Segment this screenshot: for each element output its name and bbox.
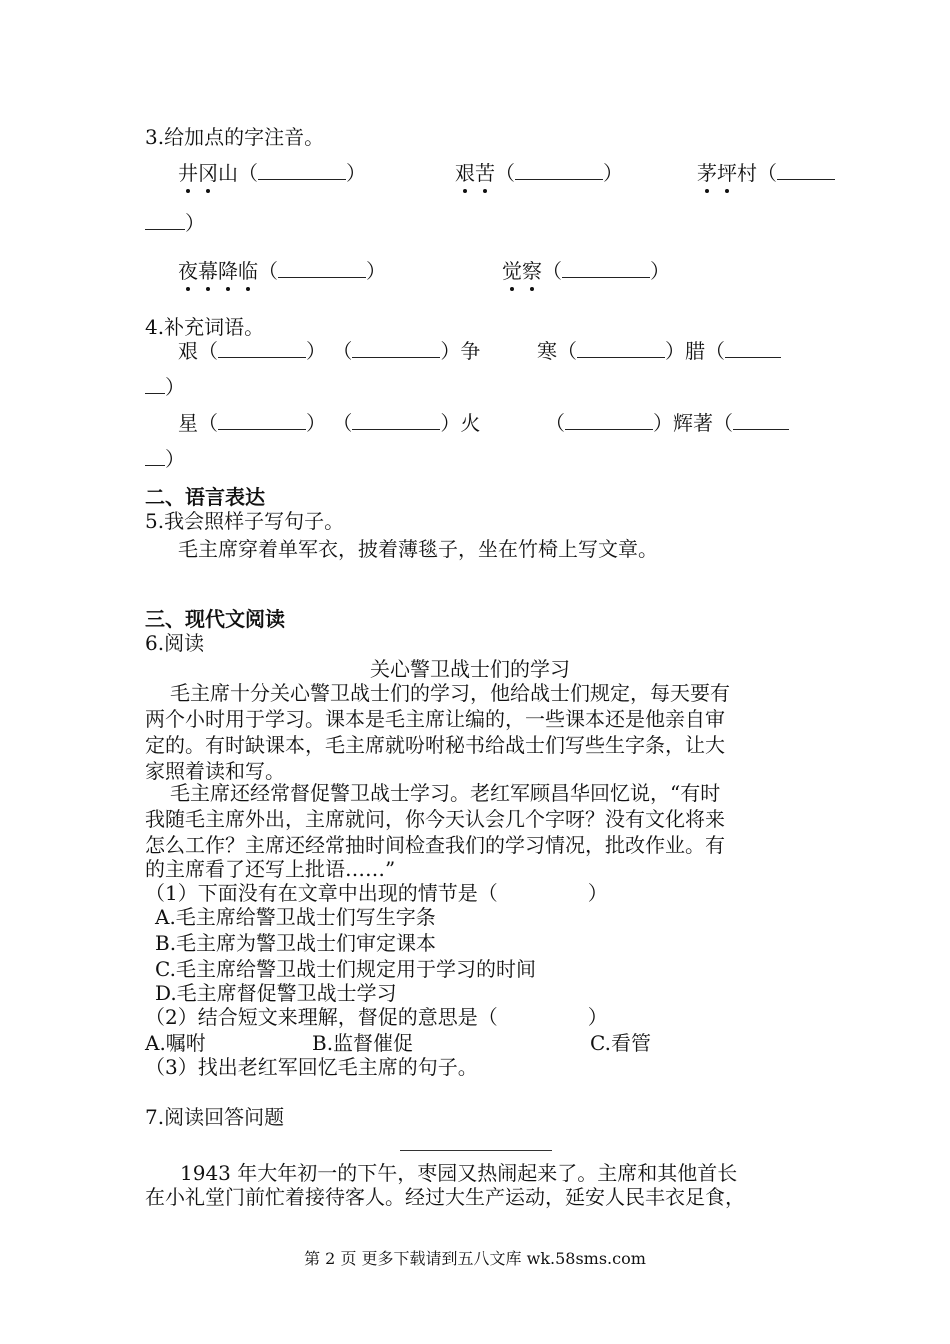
q3-row1c: 茅坪村（ bbox=[697, 160, 835, 186]
q6-sub1 bbox=[145, 880, 608, 906]
q3-row2b: 觉察（ ） bbox=[502, 259, 670, 283]
answer-blank[interactable] bbox=[565, 411, 653, 430]
answer-blank[interactable] bbox=[258, 161, 346, 180]
passage-line: 家照着读和写。 bbox=[145, 759, 285, 783]
answer-blank[interactable] bbox=[145, 211, 185, 230]
q3-word-juecha: 觉察 bbox=[502, 259, 542, 283]
answer-blank[interactable] bbox=[498, 882, 588, 900]
answer-blank[interactable] bbox=[577, 339, 665, 358]
q6-sub2-option-a[interactable]: A.嘱咐 bbox=[145, 1031, 206, 1055]
q6-sub1-close: ） bbox=[587, 881, 608, 905]
passage-line: 的主席看了还写上批语……” bbox=[145, 857, 396, 881]
q6-sub2-question: （2）结合短文来理解，督促的意思是（ bbox=[145, 1005, 498, 1029]
answer-blank[interactable] bbox=[352, 339, 440, 358]
passage-line: 怎么工作？主席还经常抽时间检查我们的学习情况，批改作业。有 bbox=[145, 833, 725, 857]
q6-sub2-close: ） bbox=[587, 1005, 608, 1029]
q3-row2: 夜幕降临（ ） bbox=[178, 259, 386, 283]
q6-sub1-option-c[interactable]: C.毛主席给警卫战士们规定用于学习的时间 bbox=[155, 957, 536, 981]
q6-sub2-option-b[interactable]: B.监督催促 bbox=[312, 1031, 414, 1055]
q5-title: 5.我会照样子写句子。 bbox=[145, 509, 345, 533]
q4-char: 寒 bbox=[537, 339, 557, 363]
q4-row1b: 寒（ ）腊（ bbox=[537, 338, 781, 364]
answer-blank[interactable] bbox=[218, 411, 306, 430]
q6-sub1-option-d[interactable]: D.毛主席督促警卫战士学习 bbox=[155, 981, 397, 1005]
answer-blank[interactable] bbox=[352, 411, 440, 430]
answer-blank[interactable] bbox=[733, 411, 789, 430]
q7-title: 7.阅读回答问题 bbox=[145, 1105, 285, 1129]
answer-blank[interactable] bbox=[725, 339, 781, 358]
q6-sub1-option-b[interactable]: B.毛主席为警卫战士们审定课本 bbox=[155, 931, 437, 955]
q4-row1: 艰（ ） （ ）争 bbox=[178, 339, 481, 363]
q4-char: 腊 bbox=[685, 339, 705, 363]
q7-passage-line: 在小礼堂门前忙着接待客人。经过大生产运动，延安人民丰衣足食， bbox=[145, 1185, 745, 1209]
q6-sub2-option-c[interactable]: C.看管 bbox=[590, 1031, 651, 1055]
q6-sub1-option-a[interactable]: A.毛主席给警卫战士们写生字条 bbox=[155, 905, 436, 929]
passage-line: 定的。有时缺课本，毛主席就吩咐秘书给战士们写些生字条，让大 bbox=[145, 733, 725, 757]
answer-blank[interactable] bbox=[278, 259, 366, 278]
passage-line: 两个小时用于学习。课本是毛主席让编的，一些课本还是他亲自审 bbox=[145, 707, 725, 731]
answer-blank[interactable] bbox=[145, 447, 165, 466]
q5-example: 毛主席穿着单军衣，披着薄毯子，坐在竹椅上写文章。 bbox=[178, 537, 658, 561]
q3-row1-cont: ） bbox=[145, 210, 205, 236]
q4-char: 争 bbox=[460, 339, 481, 363]
q3-word-jinggangshan: 井冈山 bbox=[178, 161, 238, 185]
answer-blank[interactable] bbox=[562, 259, 650, 278]
q4-char: 辉著 bbox=[673, 411, 713, 435]
q3-row1: 井冈山（ ） bbox=[178, 161, 366, 185]
section-2-title: 二、语言表达 bbox=[145, 485, 265, 509]
q3-word-yemujianglin: 夜幕降临 bbox=[178, 259, 258, 283]
answer-blank[interactable] bbox=[515, 161, 603, 180]
q6-sub1-question: （1）下面没有在文章中出现的情节是（ bbox=[145, 881, 498, 905]
q4-row2: 星（ ） （ ）火 bbox=[178, 411, 481, 435]
q6-sub2 bbox=[145, 1004, 608, 1030]
passage-line: 我随毛主席外出，主席就问，你今天认会几个字呀？没有文化将来 bbox=[145, 807, 725, 831]
q3-title: 3.给加点的字注音。 bbox=[145, 125, 325, 149]
q4-row1-cont: ） bbox=[145, 374, 185, 400]
q6-sub3: （3）找出老红军回忆毛主席的句子。 bbox=[145, 1055, 478, 1079]
section-3-title: 三、现代文阅读 bbox=[145, 607, 285, 631]
q3-word-jianku: 艰苦 bbox=[455, 161, 495, 185]
passage-line: 毛主席还经常督促警卫战士学习。老红军顾昌华回忆说，“有时 bbox=[170, 781, 721, 805]
passage-title: 关心警卫战士们的学习 bbox=[370, 657, 570, 681]
q6-title: 6.阅读 bbox=[145, 631, 205, 655]
q4-char: 火 bbox=[460, 411, 481, 435]
answer-blank[interactable] bbox=[218, 339, 306, 358]
page-footer: 第 2 页 更多下载请到五八文库 wk.58sms.com bbox=[304, 1249, 646, 1268]
q3-word-maopingcun: 茅坪村 bbox=[697, 161, 757, 185]
answer-blank[interactable] bbox=[145, 375, 165, 394]
q4-row2b: （ ）辉著（ bbox=[545, 410, 789, 436]
q4-char: 星 bbox=[178, 411, 198, 435]
q4-row2-cont: ） bbox=[145, 446, 185, 472]
q7-title-blank[interactable] bbox=[400, 1150, 552, 1151]
answer-blank[interactable] bbox=[777, 161, 835, 180]
answer-blank[interactable] bbox=[498, 1006, 588, 1024]
q4-title: 4.补充词语。 bbox=[145, 315, 265, 339]
q3-row1b: 艰苦（ ） bbox=[455, 161, 623, 185]
passage-line: 毛主席十分关心警卫战士们的学习，他给战士们规定，每天要有 bbox=[170, 681, 730, 705]
q4-char: 艰 bbox=[178, 339, 198, 363]
q7-passage-line: 1943 年大年初一的下午，枣园又热闹起来了。主席和其他首长 bbox=[180, 1161, 738, 1185]
